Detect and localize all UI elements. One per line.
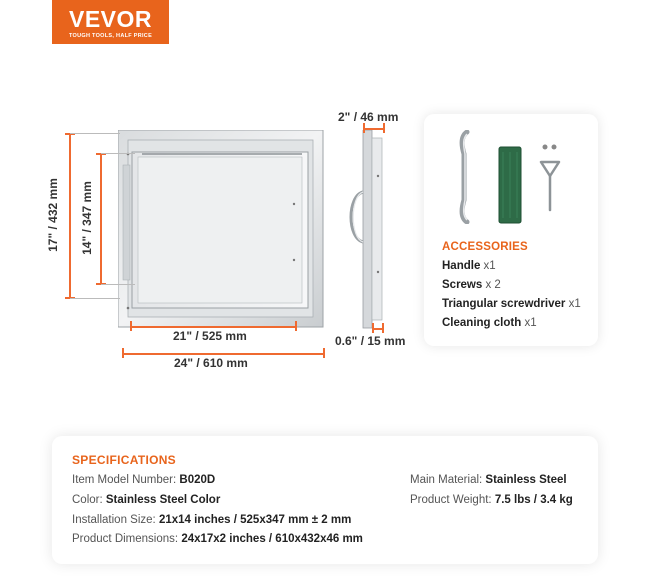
- inner-height-ext-bottom: [101, 284, 135, 285]
- inner-width-tick-right: [295, 321, 297, 331]
- handle-icon: [458, 130, 476, 224]
- depth-bottom-label: 0.6" / 15 mm: [335, 334, 406, 348]
- depth-top-tick-right: [383, 123, 385, 133]
- specifications-title: SPECIFICATIONS: [72, 453, 176, 467]
- outer-height-ext-top: [70, 133, 120, 134]
- spec-model-number: Item Model Number: B020D: [72, 474, 216, 486]
- accessories-card: [424, 114, 598, 346]
- outer-height-label: 17" / 432 mm: [46, 178, 60, 252]
- spec-main-material: Main Material: Stainless Steel: [410, 474, 567, 486]
- brand-tagline: TOUGH TOOLS, HALF PRICE: [68, 33, 153, 39]
- outer-height-line: [69, 133, 71, 298]
- inner-width-line: [130, 326, 296, 328]
- brand-name: VEVOR: [68, 6, 153, 32]
- depth-bottom-tick-left: [372, 323, 374, 333]
- inner-width-tick-left: [130, 321, 132, 331]
- outer-width-label: 24" / 610 mm: [174, 356, 248, 370]
- inner-height-label: 14" / 347 mm: [80, 181, 94, 255]
- accessory-cleaning-cloth: Cleaning cloth x1: [442, 317, 537, 329]
- specifications-card: [52, 436, 598, 564]
- inner-width-label: 21" / 525 mm: [173, 329, 247, 343]
- depth-top-tick-left: [363, 123, 365, 133]
- accessory-handle: Handle x1: [442, 260, 496, 272]
- screws-icon: [540, 142, 560, 152]
- depth-top-line: [363, 128, 384, 130]
- triangular-screwdriver-icon: [537, 158, 563, 214]
- accessories-title: ACCESSORIES: [442, 241, 528, 253]
- door-side-illustration: [345, 130, 387, 330]
- spec-color: Color: Stainless Steel Color: [72, 494, 221, 506]
- inner-height-ext-top: [101, 153, 135, 154]
- spec-product-weight: Product Weight: 7.5 lbs / 3.4 kg: [410, 494, 573, 506]
- spec-product-dimensions: Product Dimensions: 24x17x2 inches / 610x432x46 mm: [72, 533, 363, 545]
- accessory-screwdriver: Triangular screwdriver x1: [442, 298, 581, 310]
- outer-width-line: [122, 353, 324, 355]
- accessory-screws: Screws x 2: [442, 279, 501, 291]
- brand-logo: [52, 0, 169, 44]
- door-front-illustration: [118, 130, 324, 330]
- depth-bottom-tick-right: [382, 323, 384, 333]
- cleaning-cloth-icon: [498, 146, 522, 224]
- inner-height-line: [100, 153, 102, 284]
- spec-installation-size: Installation Size: 21x14 inches / 525x347 mm ± 2 mm: [72, 514, 352, 526]
- depth-top-label: 2" / 46 mm: [338, 110, 399, 124]
- outer-width-tick-left: [122, 348, 124, 358]
- outer-width-tick-right: [323, 348, 325, 358]
- outer-height-ext-bottom: [70, 298, 120, 299]
